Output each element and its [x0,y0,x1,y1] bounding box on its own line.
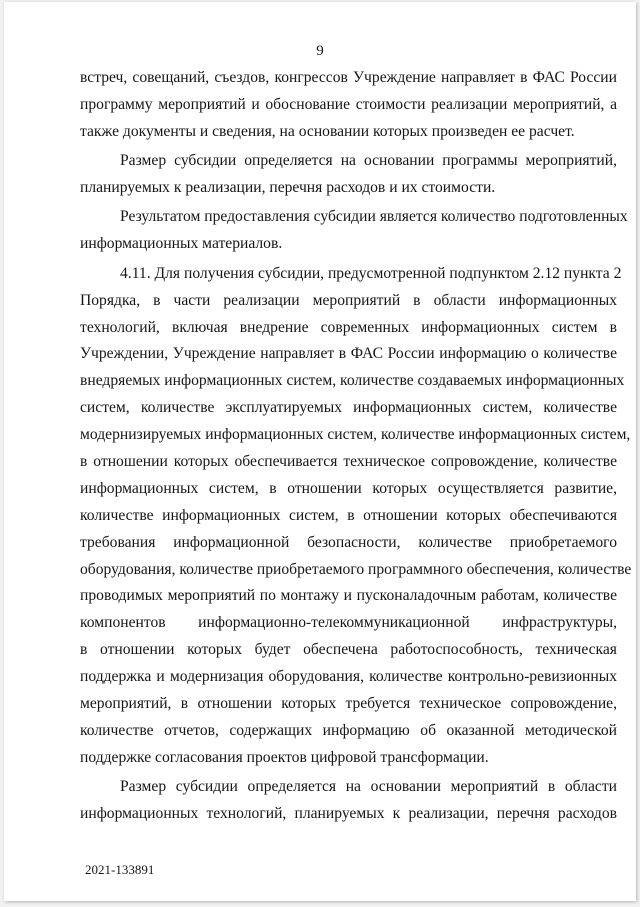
text-line: планируемых к реализации, перечня расходов и их стоимости. [80,179,496,197]
paragraph [80,65,617,146]
text-line: информационных материалов. [80,235,283,253]
text-line: информационных систем, в отношении которых осуществляется развитие, [80,479,617,497]
paragraph [80,148,617,202]
text-line: Размер субсидии определяется на основании мероприятий в области [120,778,617,796]
text-line: в отношении которых будет обеспечена работоспособность, техническая [80,641,617,659]
text-line: программу мероприятий и обоснование стоимости реализации мероприятий, а [80,95,617,113]
document-body [80,65,632,828]
document-page [4,2,636,901]
text-line: внедряемых информационных систем, количестве создаваемых информационных [80,372,625,390]
text-line: систем, количестве эксплуатируемых информационных систем, количестве [80,399,617,417]
text-line: технологий, включая внедрение современных информационных систем в [80,318,617,336]
paragraph [80,774,617,828]
paragraph [80,204,628,258]
text-line: компонентов информационно-телекоммуникационной инфраструктуры, [80,614,617,632]
text-line: требования информационной безопасности, количестве приобретаемого [80,533,617,551]
text-line: мероприятий, в отношении которых требуется техническое сопровождение, [80,694,617,712]
text-line: также документы и сведения, на основании которых произведен ее расчет. [80,122,575,140]
text-line: модернизируемых информационных систем, количестве информационных систем, [80,426,631,444]
text-line: Размер субсидии определяется на основании программы мероприятий, [120,152,617,170]
text-line: количестве информационных систем, в отношении которых обеспечиваются [80,506,617,524]
text-line: 4.11. Для получения субсидии, предусмотренной подпунктом 2.12 пункта 2 [120,264,622,282]
text-line: Результатом предоставления субсидии является количество подготовленных [120,208,628,226]
text-line: Учреждении, Учреждение направляет в ФАС России информацию о количестве [80,345,617,363]
text-line: в отношении которых обеспечивается техническое сопровождение, количестве [80,452,617,470]
text-line: проводимых мероприятий по монтажу и пусконаладочным работам, количестве [80,587,617,605]
paragraph [80,261,632,772]
text-line: Порядка, в части реализации мероприятий в области информационных [80,291,617,309]
text-line: информационных технологий, планируемых к реализации, перечня расходов [80,805,617,823]
text-line: поддержке согласования проектов цифровой трансформации. [80,748,489,766]
text-line: встреч, совещаний, съездов, конгрессов Учреждение направляет в ФАС России [80,69,617,86]
text-line: поддержка и модернизация оборудования, количестве контрольно-ревизионных [80,668,617,686]
text-line: количестве отчетов, содержащих информацию об оказанной методической [80,721,617,739]
document-code: 2021-133891 [85,862,155,877]
page-number: 9 [316,43,324,59]
text-line: оборудования, количестве приобретаемого программного обеспечения, количестве [80,560,632,578]
